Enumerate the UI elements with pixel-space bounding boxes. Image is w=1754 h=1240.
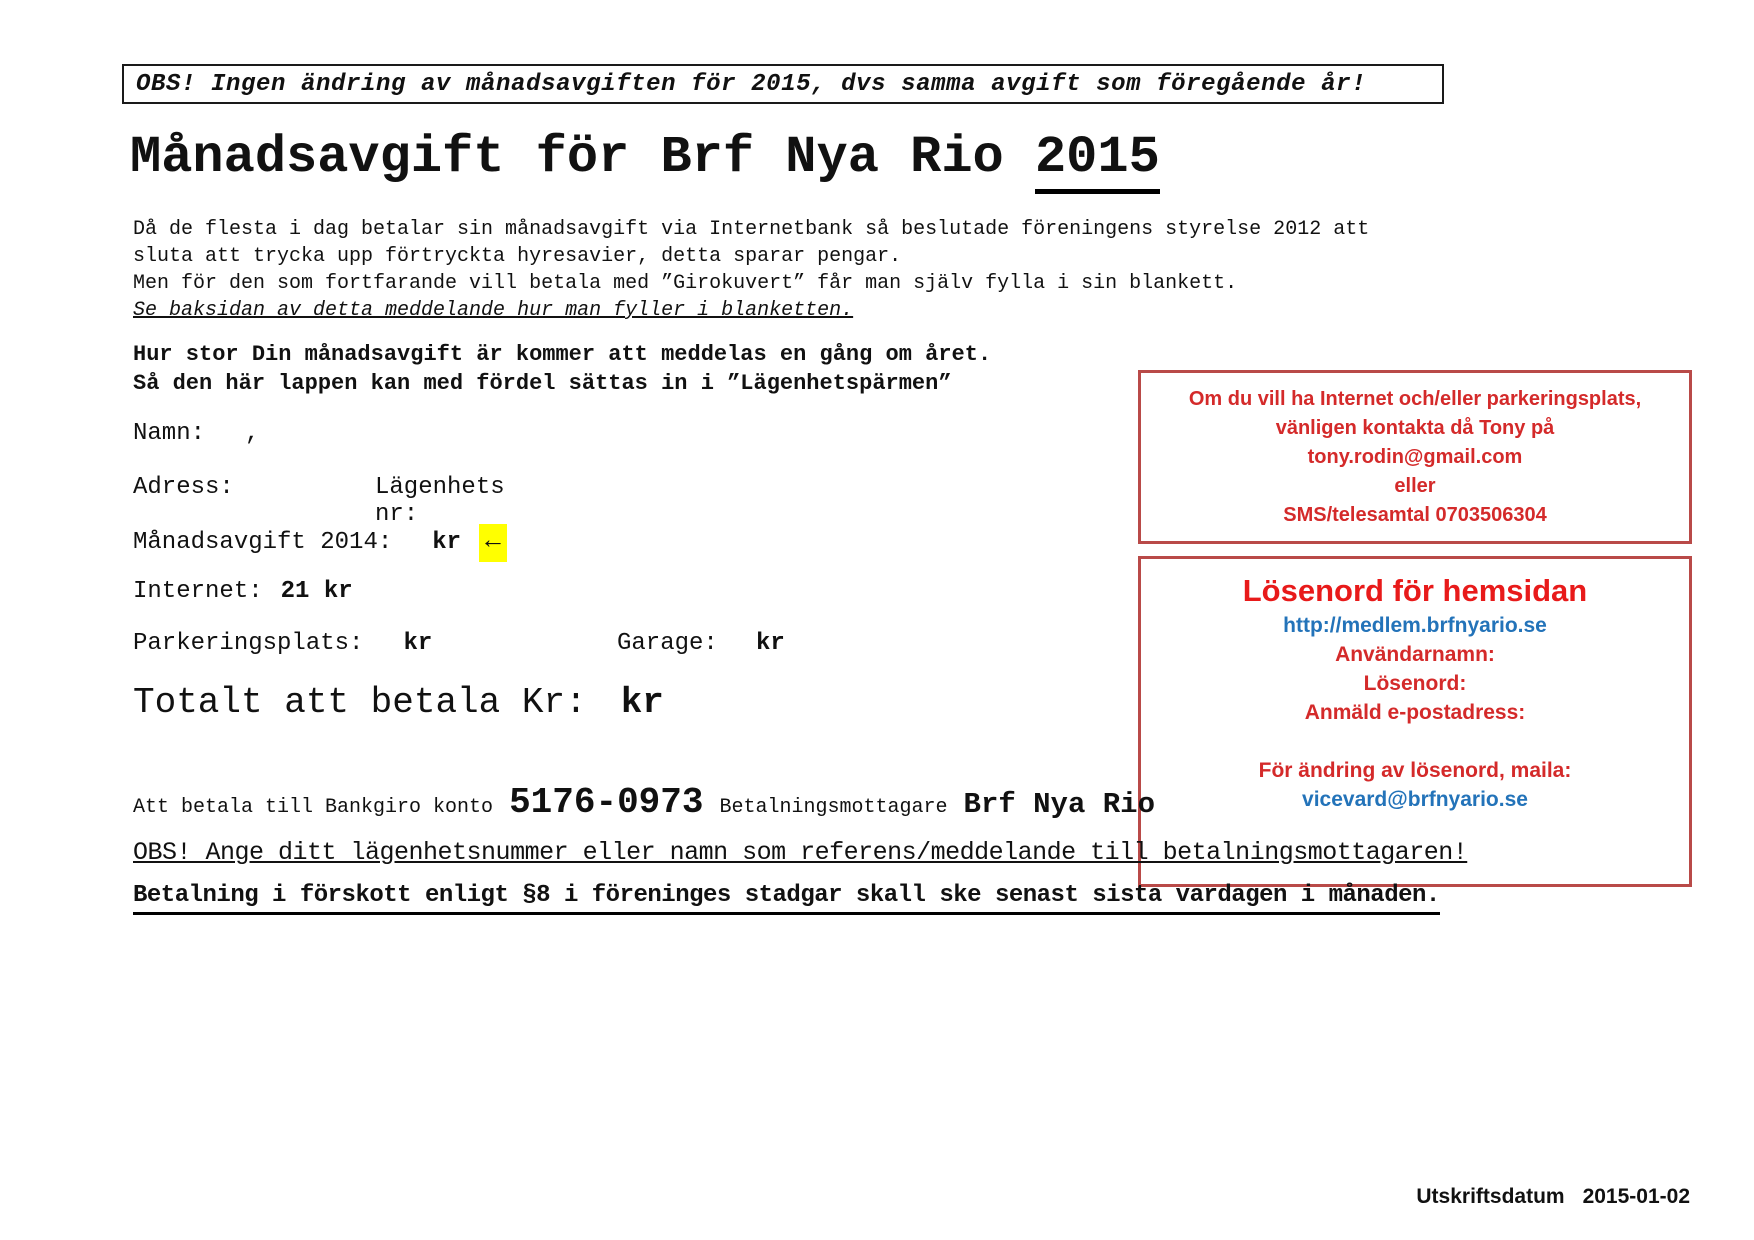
notice-banner: [122, 64, 1444, 104]
name-label: Namn:: [133, 420, 206, 447]
password-box-spacer: [1141, 727, 1689, 756]
intro-line-1: Då de flesta i dag betalar sin månadsavgift via Internetbank så beslutade föreningens styrelse 2012 att: [133, 218, 1370, 241]
emphasis-line-2: Så den här lappen kan med fördel sättas in i ”Lägenhetspärmen”: [133, 371, 952, 396]
password-box-title: Lösenord för hemsidan: [1242, 573, 1588, 608]
garage-value: kr: [756, 630, 785, 657]
intro-line-2: sluta att trycka upp förtryckta hyresavier, detta sparar pengar.: [133, 245, 902, 268]
page-title-year: 2015: [1035, 128, 1160, 194]
print-date-row: [1416, 1185, 1690, 1209]
monthly-fee-value: kr: [432, 529, 462, 556]
contact-email: tony.rodin@gmail.com: [1307, 446, 1523, 468]
reference-note: OBS! Ange ditt lägenhetsnummer eller namn som referens/meddelande till betalningsmottagaren!: [133, 838, 1468, 867]
contact-phone: SMS/telesamtal 0703506304: [1283, 504, 1547, 526]
member-site-url-link[interactable]: http://medlem.brfnyario.se: [1283, 614, 1547, 637]
notice-banner-text: OBS! Ingen ändring av månadsavgiften för 2015, dvs samma avgift som föregående år!: [136, 70, 1367, 98]
print-date-label: Utskriftsdatum: [1416, 1185, 1565, 1208]
parking-row: [133, 630, 785, 657]
name-row: [133, 420, 259, 447]
payment-row: [133, 782, 1155, 823]
total-value: kr: [620, 682, 664, 723]
payee-prefix: Betalningsmottagare: [719, 796, 948, 819]
name-value: ,: [245, 420, 260, 447]
address-label: Adress:: [133, 474, 234, 501]
contact-line-2: vänligen kontakta då Tony på: [1275, 417, 1555, 439]
print-date-value: 2015-01-02: [1582, 1185, 1690, 1208]
payment-deadline-note: Betalning i förskott enligt §8 i föreninges stadgar skall ske senast sista vardagen i månaden.: [133, 882, 1440, 915]
password-label: Lösenord:: [1363, 672, 1467, 695]
total-row: [133, 682, 664, 723]
total-label: Totalt att betala Kr:: [133, 682, 587, 723]
caretaker-email-link[interactable]: vicevard@brfnyario.se: [1302, 788, 1528, 811]
registered-email-label: Anmäld e-postadress:: [1304, 701, 1526, 724]
parking-label: Parkeringsplats:: [133, 630, 364, 657]
left-arrow-highlight-icon: ←: [479, 524, 507, 562]
monthly-fee-label: Månadsavgift 2014:: [133, 529, 393, 556]
parking-value: kr: [403, 630, 433, 657]
page-title: [130, 128, 1160, 187]
bankgiro-prefix: Att betala till Bankgiro konto: [133, 796, 494, 819]
internet-value: 21 kr: [280, 578, 353, 605]
internet-row: [133, 578, 353, 605]
payee-name: Brf Nya Rio: [963, 788, 1155, 821]
bankgiro-account-number: 5176-0973: [509, 782, 704, 823]
address-row: [133, 474, 505, 528]
intro-line-4: Se baksidan av detta meddelande hur man fyller i blanketten.: [133, 299, 854, 322]
internet-label: Internet:: [133, 578, 263, 605]
contact-info-box: [1138, 370, 1692, 544]
emphasis-line-1: Hur stor Din månadsavgift är kommer att meddelas en gång om året.: [133, 342, 992, 367]
change-password-note: För ändring av lösenord, maila:: [1258, 759, 1572, 782]
username-label: Användarnamn:: [1335, 643, 1495, 666]
contact-line-1: Om du vill ha Internet och/eller parkeringsplats,: [1188, 388, 1642, 410]
intro-line-3: Men för den som fortfarande vill betala med ”Girokuvert” får man själv fylla i sin blankett.: [133, 272, 1238, 295]
apartment-number-label: Lägenhets nr:: [375, 474, 505, 528]
monthly-fee-row: [133, 526, 507, 556]
garage-label: Garage:: [617, 630, 718, 657]
page-title-main: Månadsavgift för Brf Nya Rio: [130, 128, 1035, 187]
contact-line-4: eller: [1394, 475, 1436, 497]
